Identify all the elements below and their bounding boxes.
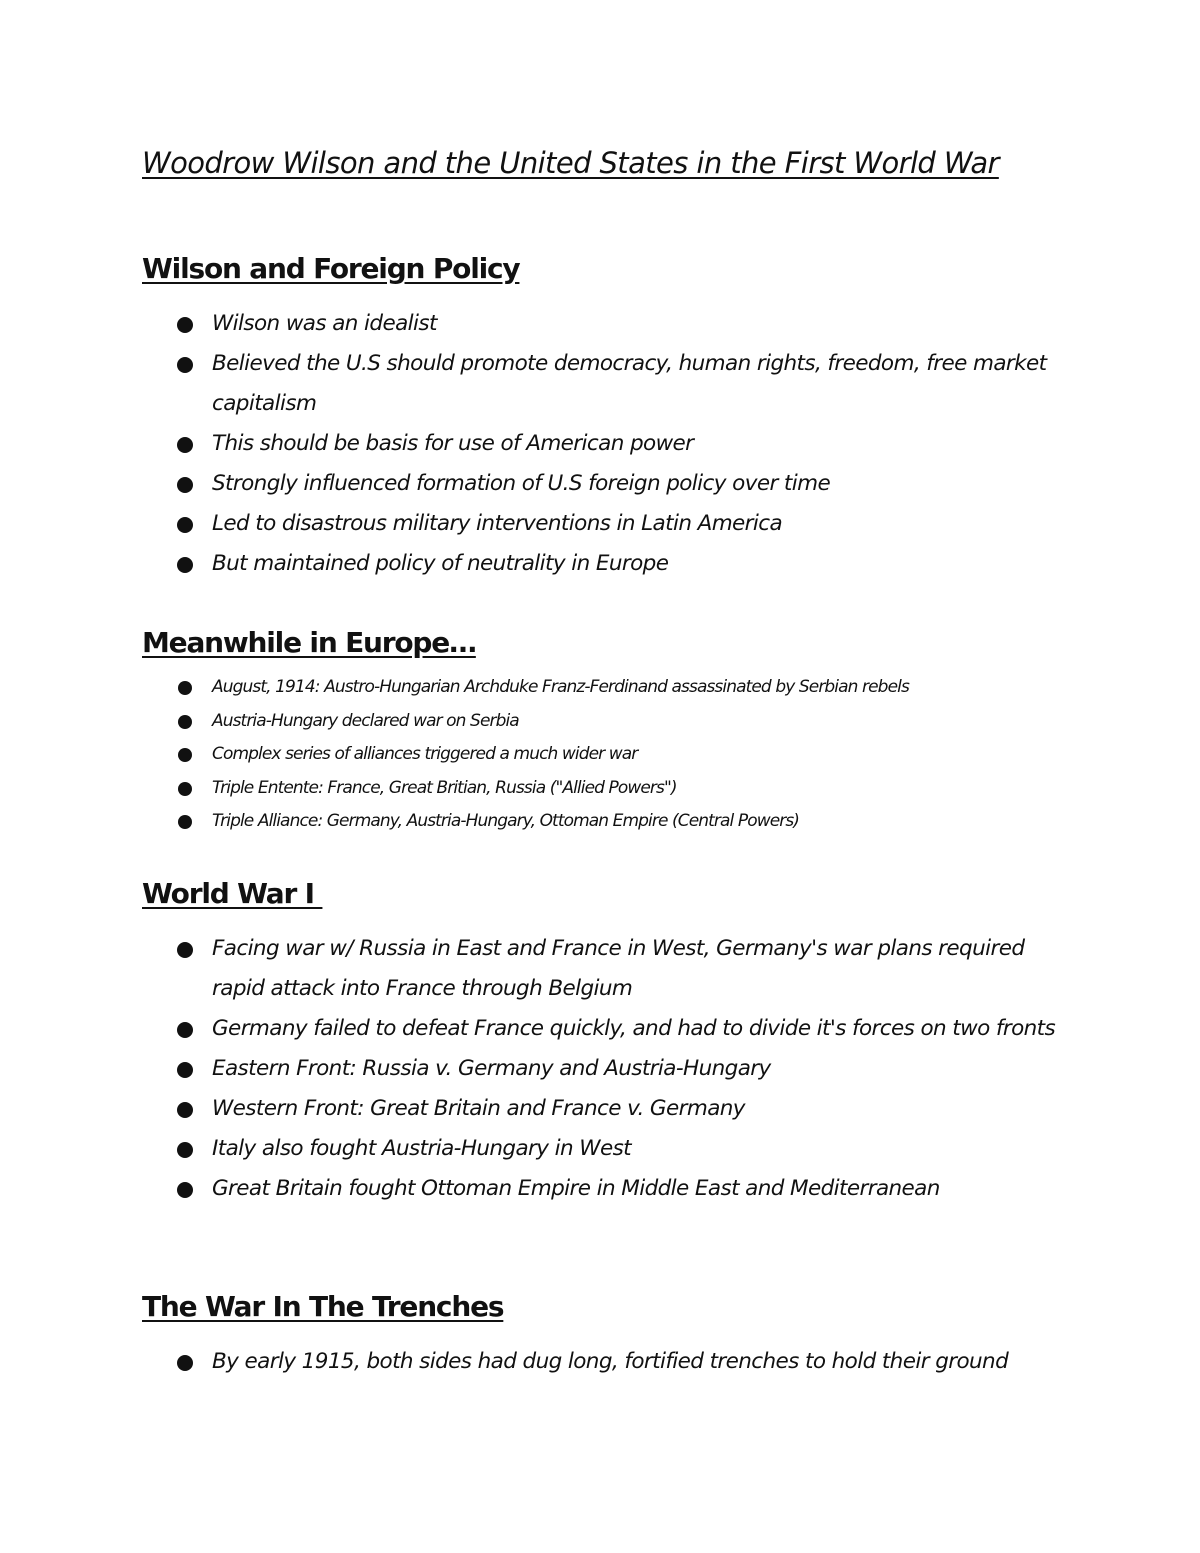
list-item (142, 1009, 1062, 1049)
list-item-text: This should be basis for use of American power (212, 431, 694, 456)
bullet-list (142, 1342, 1062, 1382)
list-item (142, 304, 1062, 344)
section-wilson-foreign-policy (142, 252, 1062, 584)
bullet-icon (177, 1102, 193, 1118)
bullet-icon (177, 517, 193, 533)
list-item (142, 504, 1062, 544)
document-title: Woodrow Wilson and the United States in the First World War (142, 146, 999, 180)
list-item-text: Facing war w/ Russia in East and France in West, Germany's war plans required rapid attack into France through Belgium (212, 936, 1025, 1001)
list-item (142, 344, 1062, 424)
list-item-text: By early 1915, both sides had dug long, fortified trenches to hold their ground (212, 1349, 1009, 1374)
section-world-war-i (142, 877, 1062, 1209)
bullet-list (142, 929, 1062, 1209)
section-heading: World War I (142, 877, 323, 910)
bullet-list (142, 304, 1062, 584)
list-item-text: Wilson was an idealist (212, 311, 437, 336)
list-item (142, 772, 1062, 806)
section-meanwhile-in-europe (142, 626, 1062, 839)
section-war-in-the-trenches (142, 1290, 1062, 1382)
list-item (142, 424, 1062, 464)
list-item (142, 544, 1062, 584)
bullet-icon (178, 782, 192, 796)
list-item (142, 1089, 1062, 1129)
list-item-text: Austria-Hungary declared war on Serbia (212, 710, 519, 731)
list-item-text: Eastern Front: Russia v. Germany and Austria-Hungary (212, 1056, 771, 1081)
bullet-icon (177, 477, 193, 493)
bullet-icon (177, 557, 193, 573)
list-item (142, 929, 1062, 1009)
list-item-text: August, 1914: Austro-Hungarian Archduke Franz-Ferdinand assassinated by Serbian rebels (212, 677, 909, 697)
section-heading: Meanwhile in Europe… (142, 626, 476, 659)
bullet-icon (178, 748, 192, 762)
list-item (142, 464, 1062, 504)
bullet-icon (177, 357, 193, 373)
list-item-text: Italy also fought Austria-Hungary in West (212, 1136, 632, 1161)
list-item (142, 1342, 1062, 1382)
bullet-icon (177, 942, 193, 958)
bullet-icon (178, 681, 192, 695)
bullet-icon (177, 1062, 193, 1078)
list-item (142, 1169, 1062, 1209)
bullet-icon (177, 1355, 193, 1371)
bullet-icon (177, 317, 193, 333)
list-item (142, 671, 1062, 705)
bullet-icon (178, 715, 192, 729)
list-item-text: Western Front: Great Britain and France v. Germany (212, 1096, 745, 1121)
list-item (142, 1129, 1062, 1169)
list-item-text: But maintained policy of neutrality in Europe (212, 551, 669, 576)
list-item-text: Great Britain fought Ottoman Empire in Middle East and Mediterranean (212, 1176, 940, 1201)
list-item (142, 738, 1062, 772)
bullet-icon (177, 1182, 193, 1198)
section-heading: Wilson and Foreign Policy (142, 252, 520, 285)
list-item-text: Triple Entente: France, Great Britian, Russia ("Allied Powers") (212, 777, 677, 798)
list-item (142, 705, 1062, 739)
list-item-text: Triple Alliance: Germany, Austria-Hungary, Ottoman Empire (Central Powers) (212, 811, 800, 831)
bullet-icon (177, 1022, 193, 1038)
list-item (142, 805, 1062, 839)
bullet-icon (178, 815, 192, 829)
list-item (142, 1049, 1062, 1089)
bullet-icon (177, 1142, 193, 1158)
section-heading: The War In The Trenches (142, 1290, 504, 1323)
list-item-text: Strongly influenced formation of U.S foreign policy over time (212, 471, 831, 496)
list-item-text: Germany failed to defeat France quickly, and had to divide it's forces on two fronts (212, 1016, 1056, 1041)
bullet-icon (177, 437, 193, 453)
list-item-text: Led to disastrous military interventions in Latin America (212, 511, 783, 536)
list-item-text: Complex series of alliances triggered a much wider war (212, 744, 638, 764)
list-item-text: Believed the U.S should promote democracy, human rights, freedom, free market capitalism (212, 351, 1047, 416)
bullet-list (142, 671, 1062, 839)
